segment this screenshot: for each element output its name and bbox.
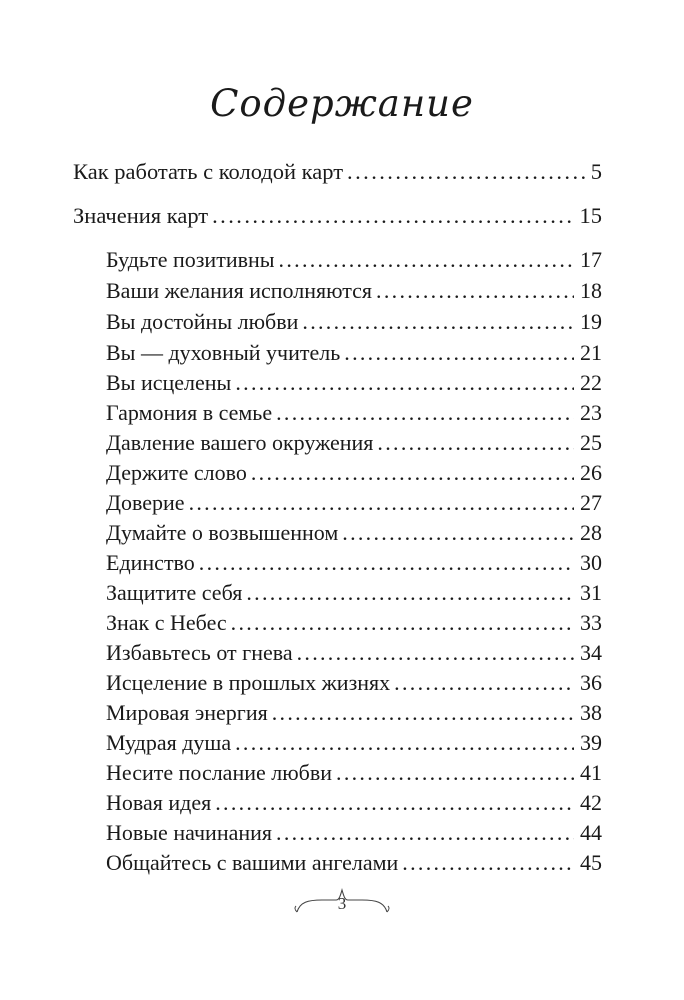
toc-entry[interactable] <box>106 459 602 487</box>
toc-entry[interactable] <box>106 789 602 817</box>
toc-entry-page: 22 <box>580 370 602 395</box>
leader-dots <box>347 158 585 186</box>
toc-entry-label: Мировая энергия <box>106 700 268 725</box>
toc-entry[interactable] <box>106 519 602 547</box>
toc-entry-page: 18 <box>580 278 602 303</box>
toc-entry-page: 44 <box>580 820 602 845</box>
page-number: 3 <box>337 894 347 913</box>
toc-entry-page: 15 <box>579 203 602 228</box>
toc-entry-label: Гармония в семье <box>106 400 273 425</box>
toc-entry[interactable] <box>106 277 602 305</box>
toc-entry-page: 25 <box>580 430 602 455</box>
toc-entry-page: 38 <box>580 700 602 725</box>
toc-entry[interactable] <box>106 369 602 397</box>
leader-dots <box>276 399 574 427</box>
toc-entry-label: Вы — духовный учитель <box>106 340 341 365</box>
toc-entry-page: 36 <box>580 670 602 695</box>
leader-dots <box>231 609 574 637</box>
toc-entry[interactable] <box>106 246 602 274</box>
toc-entry[interactable] <box>106 429 602 457</box>
leader-dots <box>251 459 574 487</box>
toc-entry-label: Ваши желания исполняются <box>106 278 373 303</box>
toc-entry[interactable] <box>106 339 602 367</box>
toc-entry-label: Вы достойны любви <box>106 309 299 334</box>
toc-entry[interactable] <box>106 549 602 577</box>
leader-dots <box>279 246 574 274</box>
toc-entry-label: Как работать с колодой карт <box>73 159 344 184</box>
toc-entry[interactable] <box>106 399 602 427</box>
toc-entry[interactable] <box>106 669 602 697</box>
toc-entry-page: 30 <box>580 550 602 575</box>
leader-dots <box>297 639 574 667</box>
toc-entry-page: 27 <box>580 490 602 515</box>
toc-entry[interactable] <box>106 308 602 336</box>
leader-dots <box>336 759 574 787</box>
toc-entry[interactable] <box>106 729 602 757</box>
leader-dots <box>402 849 574 877</box>
toc-entry-page: 33 <box>580 610 602 635</box>
leader-dots <box>212 202 573 230</box>
toc-entry-label: Давление вашего окружения <box>106 430 374 455</box>
toc-entry-page: 26 <box>580 460 602 485</box>
leader-dots <box>246 579 574 607</box>
leader-dots <box>376 277 574 305</box>
toc-entry-label: Думайте о возвышенном <box>106 520 339 545</box>
toc-entry-label: Держите слово <box>106 460 247 485</box>
toc-entry-label: Доверие <box>106 490 185 515</box>
toc-entry-label: Единство <box>106 550 195 575</box>
toc-entry-label: Избавьтесь от гнева <box>106 640 293 665</box>
leader-dots <box>276 819 574 847</box>
toc-entry-page: 5 <box>590 159 602 184</box>
leader-dots <box>272 699 574 727</box>
leader-dots <box>344 339 574 367</box>
toc-entry[interactable] <box>106 609 602 637</box>
leader-dots <box>377 429 574 457</box>
toc-entry-label: Будьте позитивны <box>106 247 275 272</box>
toc-entry-label: Новые начинания <box>106 820 273 845</box>
toc-entry-page: 45 <box>580 850 602 875</box>
page-number-ornament <box>292 880 392 920</box>
leader-dots <box>199 549 574 577</box>
leader-dots <box>215 789 574 817</box>
toc-entry-page: 19 <box>580 309 602 334</box>
leader-dots <box>235 369 574 397</box>
toc-entry-label: Несите послание любви <box>106 760 333 785</box>
toc-entry[interactable] <box>106 639 602 667</box>
toc-entry-page: 23 <box>580 400 602 425</box>
toc-entry-page: 21 <box>580 340 602 365</box>
leader-dots <box>235 729 574 757</box>
toc-entry[interactable] <box>73 158 602 186</box>
toc-entry-label: Исцеление в прошлых жизнях <box>106 670 391 695</box>
toc-entry[interactable] <box>106 489 602 517</box>
toc-entry-label: Общайтесь с вашими ангелами <box>106 850 399 875</box>
toc-entry-label: Новая идея <box>106 790 212 815</box>
toc-entry[interactable] <box>106 759 602 787</box>
toc-entry-label: Значения карт <box>73 203 209 228</box>
leader-dots <box>302 308 574 336</box>
toc-entry[interactable] <box>106 849 602 877</box>
toc-entry[interactable] <box>106 699 602 727</box>
toc-entry-page: 39 <box>580 730 602 755</box>
toc-entry-page: 17 <box>580 247 602 272</box>
toc-entry-label: Мудрая душа <box>106 730 232 755</box>
toc-entry-page: 28 <box>580 520 602 545</box>
leader-dots <box>189 489 574 517</box>
leader-dots <box>342 519 574 547</box>
toc-entry-page: 42 <box>580 790 602 815</box>
toc-entry[interactable] <box>73 202 602 230</box>
leader-dots <box>394 669 574 697</box>
toc-entry[interactable] <box>106 819 602 847</box>
toc-entry-page: 31 <box>580 580 602 605</box>
toc-entry-page: 41 <box>580 760 602 785</box>
toc-entry-label: Вы исцелены <box>106 370 232 395</box>
toc-entry-label: Защитите себя <box>106 580 243 605</box>
toc-entry[interactable] <box>106 579 602 607</box>
page-title: Содержание <box>210 82 474 125</box>
toc-entry-page: 34 <box>580 640 602 665</box>
toc-entry-label: Знак с Небес <box>106 610 227 635</box>
